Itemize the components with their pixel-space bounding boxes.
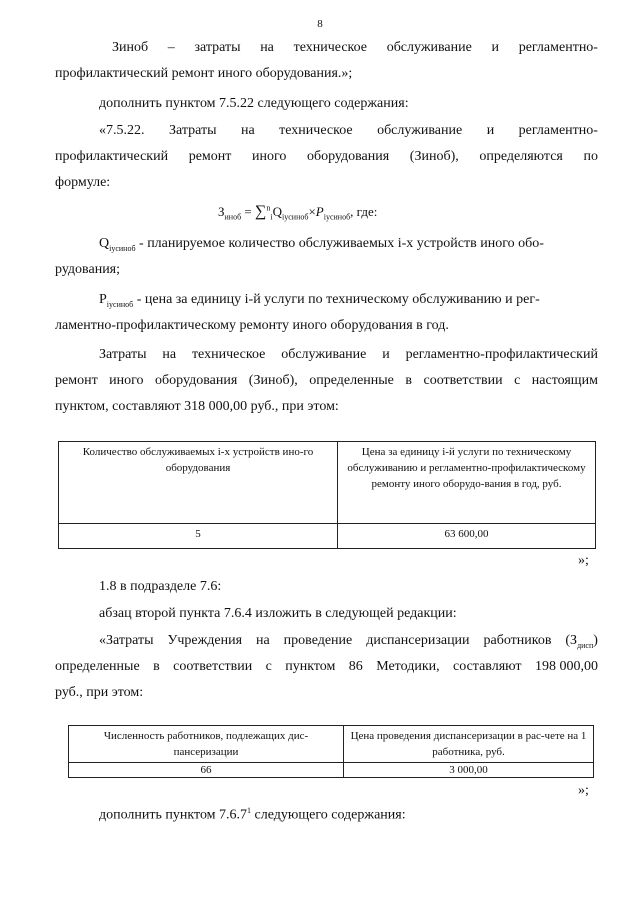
formula-symbol: З [218, 204, 225, 219]
formula-subscript: iусиноб [282, 212, 309, 222]
word: с [514, 373, 521, 388]
paragraph-line [55, 373, 598, 389]
word: на [162, 347, 177, 362]
paragraph-line [112, 40, 598, 56]
word: диспансеризации [366, 633, 470, 648]
closing-quote: »; [578, 783, 589, 798]
word: профилактический [55, 149, 169, 164]
word: 198 000,00 [534, 659, 598, 674]
word: 86 [348, 659, 363, 674]
paragraph-line: формуле: [55, 175, 111, 190]
formula-subscript: дисп [577, 640, 594, 650]
paragraph-line [55, 149, 598, 165]
definition-text: - цена за единицу i-й услуги по техническому обслуживанию и рег- [133, 292, 540, 307]
word: в [405, 373, 412, 388]
table-cell: 63 600,00 [338, 524, 596, 549]
word: пунктом [285, 659, 336, 674]
word: ремонт [188, 149, 232, 164]
word: определяются [479, 149, 563, 164]
formula-subscript: иноб [224, 212, 242, 222]
paragraph-line [99, 347, 598, 363]
word: регламентно- [518, 40, 598, 55]
word: определенные [309, 373, 394, 388]
table-cell: 66 [69, 763, 344, 778]
word: Методики, [376, 659, 440, 674]
word: на [260, 40, 274, 55]
table-header-cell: Количество обслуживаемых i-х устройств ино-го оборудования [59, 442, 338, 524]
paragraph-line: дополнить пунктом 7.5.22 следующего содержания: [99, 96, 409, 111]
word: техническое [191, 347, 266, 362]
paragraph-line: профилактический ремонт иного оборудования.»; [55, 66, 353, 81]
definition-line [99, 236, 544, 253]
word: (Зиноб), [248, 373, 298, 388]
paragraph-line [55, 659, 598, 675]
table-header-row [69, 726, 594, 763]
paragraph-line: абзац второй пункта 7.6.4 изложить в следующей редакции: [99, 606, 457, 621]
word: (Зиноб), [409, 149, 459, 164]
word: Затраты [99, 347, 147, 362]
word: обслуживание [377, 123, 463, 138]
table-header-cell: Цена проведения диспансеризации в рас-чете на 1 работника, руб. [344, 726, 594, 763]
word: иного [251, 149, 287, 164]
word: – [167, 40, 175, 55]
sigma-symbol: ∑ [255, 203, 267, 220]
word: с [265, 659, 272, 674]
formula-symbol: P [99, 292, 107, 307]
word: иного [109, 373, 144, 388]
word: работников [483, 633, 552, 648]
formula-symbol: Q [99, 236, 110, 251]
word: оборудования [306, 149, 390, 164]
word: оборудования [155, 373, 238, 388]
word: и [382, 347, 390, 362]
formula-subscript: iусиноб [109, 243, 136, 253]
word: техническое [279, 123, 353, 138]
table-row [69, 763, 594, 778]
word: затраты [194, 40, 241, 55]
definition-line: ламентно-профилактическому ремонту иного оборудования в год. [55, 318, 449, 333]
table-dispensary [68, 725, 594, 778]
word: на [240, 123, 255, 138]
word: настоящим [531, 373, 598, 388]
word: в [153, 659, 160, 674]
table-header-cell: Цена за единицу i-й услуги по техническому обслуживанию и регламентно-профилактическому ремонту иного оборудо-вания в год, руб. [338, 442, 596, 524]
formula-superscript: n [266, 203, 271, 213]
paragraph-line [99, 123, 598, 139]
table-header-row [59, 442, 596, 524]
word [565, 633, 598, 650]
table-cell: 3 000,00 [344, 763, 594, 778]
formula-symbol: P [315, 204, 324, 219]
word: Затраты [168, 123, 217, 138]
superscript: 1 [247, 806, 252, 815]
word: соответствии [423, 373, 503, 388]
word: (З [565, 633, 578, 648]
word: проведение [283, 633, 353, 648]
table-equipment-maintenance [58, 441, 596, 549]
word: Учреждения [167, 633, 243, 648]
formula-subscript: iусиноб [323, 212, 351, 222]
paragraph-line: руб., при этом: [55, 685, 144, 700]
word: составляют [453, 659, 522, 674]
formula [218, 203, 377, 222]
table-row [59, 524, 596, 549]
word: регламентно- [518, 123, 598, 138]
formula-operator: = [241, 204, 255, 219]
formula-subscript: iусиноб [106, 299, 134, 309]
word: техническое [293, 40, 368, 55]
word: «7.5.22. [99, 123, 145, 138]
word: на [256, 633, 270, 648]
definition-line: рудования; [55, 262, 121, 277]
closing-quote: »; [578, 553, 589, 568]
paragraph-line [99, 633, 598, 650]
word: и [491, 40, 500, 55]
word: обслуживание [386, 40, 472, 55]
word: ) [593, 633, 598, 648]
word: и [486, 123, 495, 138]
word: регламентно-профилактический [405, 347, 598, 362]
word: определенные [55, 659, 140, 674]
paragraph-line: 1.8 в подразделе 7.6: [99, 579, 222, 594]
word: по [583, 149, 598, 164]
word: ремонт [55, 373, 98, 388]
table-cell: 5 [59, 524, 338, 549]
formula-symbol: Q [272, 204, 283, 219]
definition-line [99, 292, 540, 309]
formula-subscript: i [270, 212, 273, 222]
table-header-cell: Численность работников, подлежащих дис-пансеризации [69, 726, 344, 763]
paragraph-line: пунктом, составляют 318 000,00 руб., при этом: [55, 399, 339, 414]
word: «Затраты [99, 633, 154, 648]
word: соответствии [173, 659, 253, 674]
word: следующего содержания: [251, 807, 406, 823]
formula-operator: × [308, 204, 316, 219]
word: дополнить пунктом 7.6.7 [99, 807, 248, 823]
word: обслуживание [281, 347, 367, 362]
formula-tail: , где: [350, 204, 378, 219]
paragraph-line [99, 806, 406, 824]
definition-text: - планируемое количество обслуживаемых i-х устройств иного обо- [135, 236, 544, 251]
word: Зиноб [112, 40, 149, 55]
page-number: 8 [317, 18, 323, 30]
